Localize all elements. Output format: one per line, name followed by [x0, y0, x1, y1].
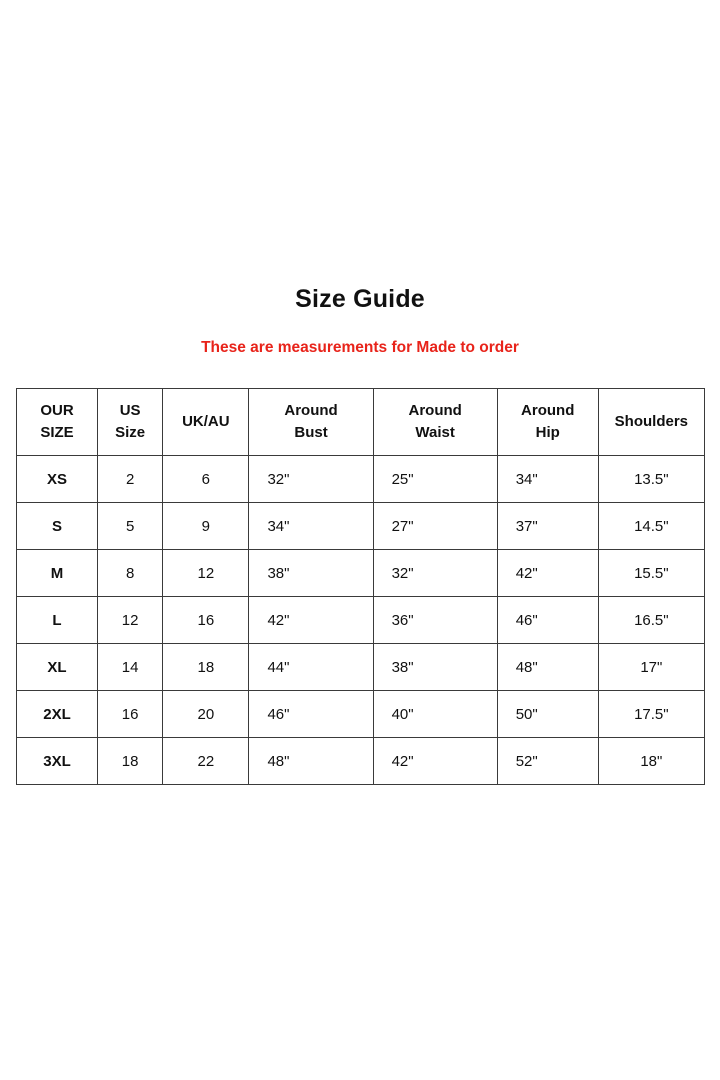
column-header-around-bust-line1: Around	[284, 402, 338, 420]
cell-around-waist: 38"	[373, 644, 497, 691]
table-row	[17, 738, 705, 785]
table-row	[17, 456, 705, 503]
cell-around-hip: 37"	[497, 503, 598, 550]
cell-us-size: 18	[98, 738, 163, 785]
column-header-our-size-line2: SIZE	[40, 424, 74, 441]
page-subtitle: These are measurements for Made to order	[201, 339, 519, 356]
cell-around-waist: 36"	[373, 597, 497, 644]
cell-around-waist: 27"	[373, 503, 497, 550]
column-header-around-waist	[373, 389, 497, 456]
cell-shoulders: 15.5"	[598, 550, 704, 597]
column-header-us-size-line2: Size	[115, 424, 146, 441]
table-row	[17, 644, 705, 691]
table-row	[17, 691, 705, 738]
cell-around-hip: 50"	[497, 691, 598, 738]
cell-around-hip: 48"	[497, 644, 598, 691]
column-header-around-waist-line1: Around	[408, 402, 462, 420]
table-row	[17, 503, 705, 550]
column-header-around-hip-line2: Hip	[535, 424, 560, 441]
cell-our-size: 2XL	[17, 691, 98, 738]
table-body	[17, 456, 705, 785]
cell-shoulders: 14.5"	[598, 503, 704, 550]
column-header-us-size	[98, 389, 163, 456]
cell-around-hip: 34"	[497, 456, 598, 503]
cell-uk-au: 18	[163, 644, 249, 691]
cell-uk-au: 12	[163, 550, 249, 597]
cell-around-hip: 52"	[497, 738, 598, 785]
cell-uk-au: 16	[163, 597, 249, 644]
cell-uk-au: 9	[163, 503, 249, 550]
column-header-our-size-line1: OUR	[40, 402, 74, 420]
cell-around-bust: 44"	[249, 644, 373, 691]
cell-around-bust: 42"	[249, 597, 373, 644]
cell-us-size: 16	[98, 691, 163, 738]
cell-shoulders: 18"	[598, 738, 704, 785]
cell-around-waist: 25"	[373, 456, 497, 503]
cell-around-bust: 46"	[249, 691, 373, 738]
column-header-uk-au-line1: UK/AU	[182, 413, 230, 431]
column-header-shoulders-line1: Shoulders	[614, 413, 689, 431]
column-header-around-waist-line2: Waist	[415, 424, 455, 441]
cell-uk-au: 6	[163, 456, 249, 503]
cell-shoulders: 13.5"	[598, 456, 704, 503]
column-header-uk-au	[163, 389, 249, 456]
column-header-our-size	[17, 389, 98, 456]
cell-us-size: 12	[98, 597, 163, 644]
cell-around-waist: 32"	[373, 550, 497, 597]
cell-shoulders: 16.5"	[598, 597, 704, 644]
cell-our-size: 3XL	[17, 738, 98, 785]
cell-uk-au: 20	[163, 691, 249, 738]
table-row	[17, 550, 705, 597]
column-header-around-bust-line2: Bust	[294, 424, 328, 441]
table-header-row	[17, 389, 705, 456]
size-guide-table-wrapper	[16, 388, 705, 785]
cell-around-bust: 34"	[249, 503, 373, 550]
cell-around-hip: 46"	[497, 597, 598, 644]
size-guide-table	[16, 388, 705, 785]
column-header-around-bust	[249, 389, 373, 456]
cell-uk-au: 22	[163, 738, 249, 785]
cell-around-bust: 32"	[249, 456, 373, 503]
column-header-us-size-line1: US	[119, 402, 141, 420]
cell-our-size: S	[17, 503, 98, 550]
column-header-shoulders	[598, 389, 704, 456]
column-header-around-hip-line1: Around	[521, 402, 575, 420]
cell-around-hip: 42"	[497, 550, 598, 597]
page-title: Size Guide	[295, 285, 425, 313]
cell-our-size: XL	[17, 644, 98, 691]
table-header	[17, 389, 705, 456]
cell-around-bust: 48"	[249, 738, 373, 785]
cell-shoulders: 17"	[598, 644, 704, 691]
cell-our-size: M	[17, 550, 98, 597]
cell-us-size: 14	[98, 644, 163, 691]
cell-around-waist: 40"	[373, 691, 497, 738]
cell-around-bust: 38"	[249, 550, 373, 597]
cell-our-size: L	[17, 597, 98, 644]
cell-us-size: 8	[98, 550, 163, 597]
cell-us-size: 2	[98, 456, 163, 503]
cell-around-waist: 42"	[373, 738, 497, 785]
cell-our-size: XS	[17, 456, 98, 503]
cell-us-size: 5	[98, 503, 163, 550]
cell-shoulders: 17.5"	[598, 691, 704, 738]
table-row	[17, 597, 705, 644]
column-header-around-hip	[497, 389, 598, 456]
